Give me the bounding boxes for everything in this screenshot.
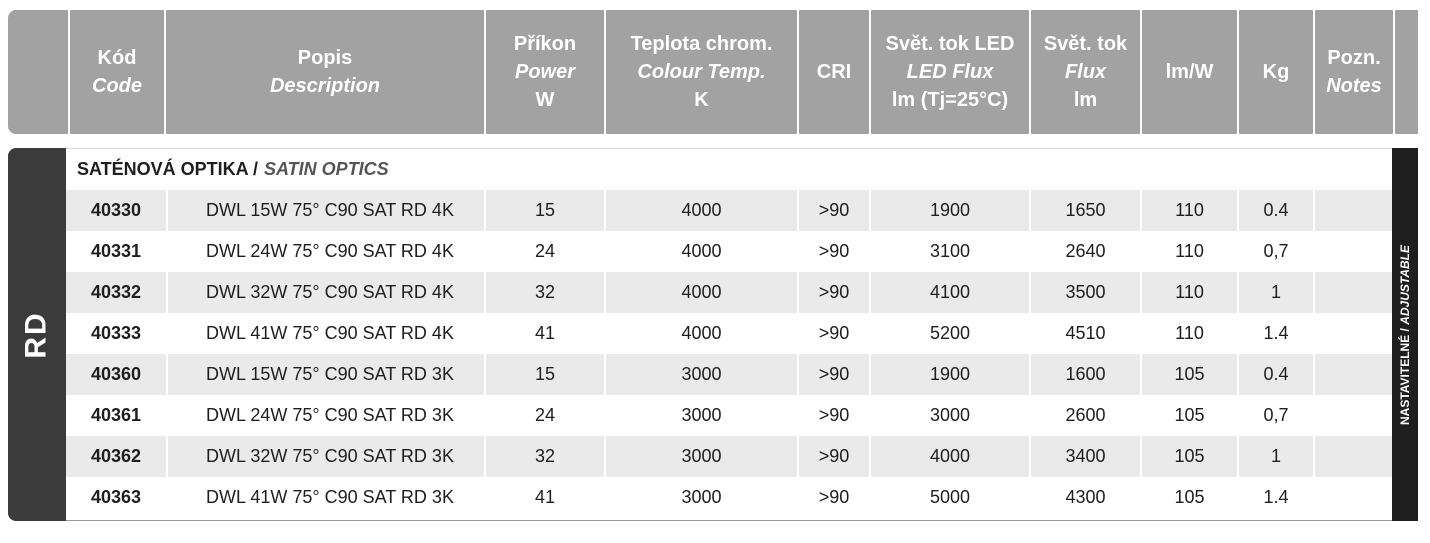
- cell-flux: 2640: [1029, 231, 1140, 272]
- cell-notes: [1313, 477, 1392, 518]
- section-title-cz: SATÉNOVÁ OPTIKA /: [77, 159, 259, 179]
- cell-code: 40360: [90, 364, 142, 384]
- cell-kg: 0,7: [1237, 395, 1313, 436]
- header-cri-label: CRI: [816, 61, 852, 83]
- table-row: [66, 272, 1392, 313]
- cell-cri: >90: [797, 313, 869, 354]
- cell-led-flux: 5000: [869, 477, 1029, 518]
- cell-power: 32: [484, 436, 604, 477]
- header-spacer: [8, 10, 68, 134]
- header-kg: [1237, 10, 1313, 134]
- cell-flux: 4510: [1029, 313, 1140, 354]
- header-lmw-label: lm/W: [1165, 61, 1214, 83]
- cell-led-flux: 3000: [869, 395, 1029, 436]
- cell-code: 40361: [90, 405, 142, 425]
- header-code-cz: Kód: [97, 47, 137, 69]
- cell-power: 32: [484, 272, 604, 313]
- cell-cri: >90: [797, 231, 869, 272]
- cell-lmw: 110: [1140, 313, 1237, 354]
- table-row: [66, 190, 1392, 231]
- cell-lmw: 105: [1140, 395, 1237, 436]
- header-flux-en: Flux: [1064, 61, 1107, 83]
- header-notes-en: Notes: [1326, 75, 1382, 97]
- table-row: [66, 395, 1392, 436]
- adjustable-label-en: ADJUSTABLE: [1398, 244, 1413, 325]
- cell-colour-temp: 4000: [604, 231, 797, 272]
- header-colour-temp: [604, 10, 797, 134]
- cell-led-flux: 5200: [869, 313, 1029, 354]
- cell-notes: [1313, 313, 1392, 354]
- cell-code: 40333: [90, 323, 142, 343]
- header-desc-cz: Popis: [297, 47, 353, 69]
- header-power-unit: W: [535, 89, 555, 111]
- cell-notes: [1313, 190, 1392, 231]
- section-title-en: SATIN OPTICS: [264, 159, 389, 179]
- cell-flux: 1650: [1029, 190, 1140, 231]
- header-led-flux: [869, 10, 1029, 134]
- header-flux-unit: lm: [1073, 89, 1098, 111]
- header-ledflux-unit: lm (Tj=25°C): [891, 89, 1009, 111]
- cell-code: 40332: [90, 282, 142, 302]
- table-row: [66, 477, 1392, 518]
- cell-lmw: 105: [1140, 436, 1237, 477]
- header-code: [68, 10, 164, 134]
- cell-kg: 1: [1237, 272, 1313, 313]
- header-end: [1393, 10, 1418, 134]
- cell-colour-temp: 4000: [604, 313, 797, 354]
- cell-notes: [1313, 436, 1392, 477]
- table-row: [66, 313, 1392, 354]
- header-desc-en: Description: [269, 75, 381, 97]
- cell-description: DWL 24W 75° C90 SAT RD 4K: [166, 231, 484, 272]
- cell-description: DWL 32W 75° C90 SAT RD 4K: [166, 272, 484, 313]
- cell-kg: 1.4: [1237, 313, 1313, 354]
- cell-cri: >90: [797, 477, 869, 518]
- header-notes: [1313, 10, 1393, 134]
- table-row: [66, 436, 1392, 477]
- cell-flux: 4300: [1029, 477, 1140, 518]
- cell-notes: [1313, 231, 1392, 272]
- header-code-en: Code: [92, 75, 142, 97]
- cell-lmw: 110: [1140, 231, 1237, 272]
- cell-led-flux: 1900: [869, 354, 1029, 395]
- cell-flux: 1600: [1029, 354, 1140, 395]
- table-bottom-divider: [66, 520, 1392, 521]
- cell-cri: >90: [797, 395, 869, 436]
- header-power-cz: Příkon: [513, 33, 577, 55]
- rd-logo: RD: [20, 310, 53, 359]
- header-lmw: [1140, 10, 1237, 134]
- header-flux: [1029, 10, 1140, 134]
- adjustable-label: [1398, 244, 1412, 424]
- cell-cri: >90: [797, 190, 869, 231]
- cell-power: 15: [484, 190, 604, 231]
- cell-power: 41: [484, 477, 604, 518]
- cell-description: DWL 41W 75° C90 SAT RD 3K: [166, 477, 484, 518]
- header-notes-cz: Pozn.: [1327, 47, 1381, 69]
- cell-description: DWL 41W 75° C90 SAT RD 4K: [166, 313, 484, 354]
- cell-flux: 3400: [1029, 436, 1140, 477]
- cell-description: DWL 24W 75° C90 SAT RD 3K: [166, 395, 484, 436]
- cell-notes: [1313, 354, 1392, 395]
- cell-kg: 1: [1237, 436, 1313, 477]
- cell-power: 41: [484, 313, 604, 354]
- cell-colour-temp: 4000: [604, 272, 797, 313]
- cell-led-flux: 3100: [869, 231, 1029, 272]
- header-kg-label: Kg: [1262, 61, 1290, 83]
- cell-lmw: 110: [1140, 190, 1237, 231]
- cell-description: DWL 32W 75° C90 SAT RD 3K: [166, 436, 484, 477]
- cell-led-flux: 4000: [869, 436, 1029, 477]
- cell-colour-temp: 3000: [604, 354, 797, 395]
- cell-description: DWL 15W 75° C90 SAT RD 4K: [166, 190, 484, 231]
- cell-cri: >90: [797, 436, 869, 477]
- header-ctemp-en: Colour Temp.: [637, 61, 766, 83]
- cell-kg: 0.4: [1237, 354, 1313, 395]
- cell-colour-temp: 3000: [604, 395, 797, 436]
- cell-description: DWL 15W 75° C90 SAT RD 3K: [166, 354, 484, 395]
- cell-notes: [1313, 272, 1392, 313]
- cell-flux: 2600: [1029, 395, 1140, 436]
- cell-colour-temp: 3000: [604, 477, 797, 518]
- rd-logo-band: [8, 148, 66, 521]
- cell-power: 24: [484, 395, 604, 436]
- cell-kg: 1.4: [1237, 477, 1313, 518]
- cell-cri: >90: [797, 354, 869, 395]
- header-flux-cz: Svět. tok: [1043, 33, 1128, 55]
- section-title: [66, 148, 1392, 190]
- adjustable-label-cz: NASTAVITELNÉ /: [1398, 327, 1413, 425]
- header-ledflux-cz: Svět. tok LED: [885, 33, 1015, 55]
- cell-led-flux: 1900: [869, 190, 1029, 231]
- header-description: [164, 10, 484, 134]
- cell-notes: [1313, 395, 1392, 436]
- header-ctemp-unit: K: [694, 89, 709, 111]
- header-power: [484, 10, 604, 134]
- table-header: [8, 10, 1418, 134]
- header-power-en: Power: [514, 61, 576, 83]
- cell-lmw: 105: [1140, 354, 1237, 395]
- table-row: [66, 354, 1392, 395]
- cell-cri: >90: [797, 272, 869, 313]
- cell-lmw: 105: [1140, 477, 1237, 518]
- adjustable-band: [1392, 148, 1418, 521]
- cell-code: 40331: [90, 241, 142, 261]
- cell-colour-temp: 3000: [604, 436, 797, 477]
- cell-code: 40362: [90, 446, 142, 466]
- cell-code: 40330: [90, 200, 142, 220]
- header-cri: [797, 10, 869, 134]
- cell-code: 40363: [90, 487, 142, 507]
- cell-kg: 0,7: [1237, 231, 1313, 272]
- header-ctemp-cz: Teplota chrom.: [630, 33, 773, 55]
- cell-power: 15: [484, 354, 604, 395]
- cell-colour-temp: 4000: [604, 190, 797, 231]
- cell-power: 24: [484, 231, 604, 272]
- cell-flux: 3500: [1029, 272, 1140, 313]
- header-ledflux-en: LED Flux: [906, 61, 994, 83]
- cell-led-flux: 4100: [869, 272, 1029, 313]
- cell-kg: 0.4: [1237, 190, 1313, 231]
- table-row: [66, 231, 1392, 272]
- cell-lmw: 110: [1140, 272, 1237, 313]
